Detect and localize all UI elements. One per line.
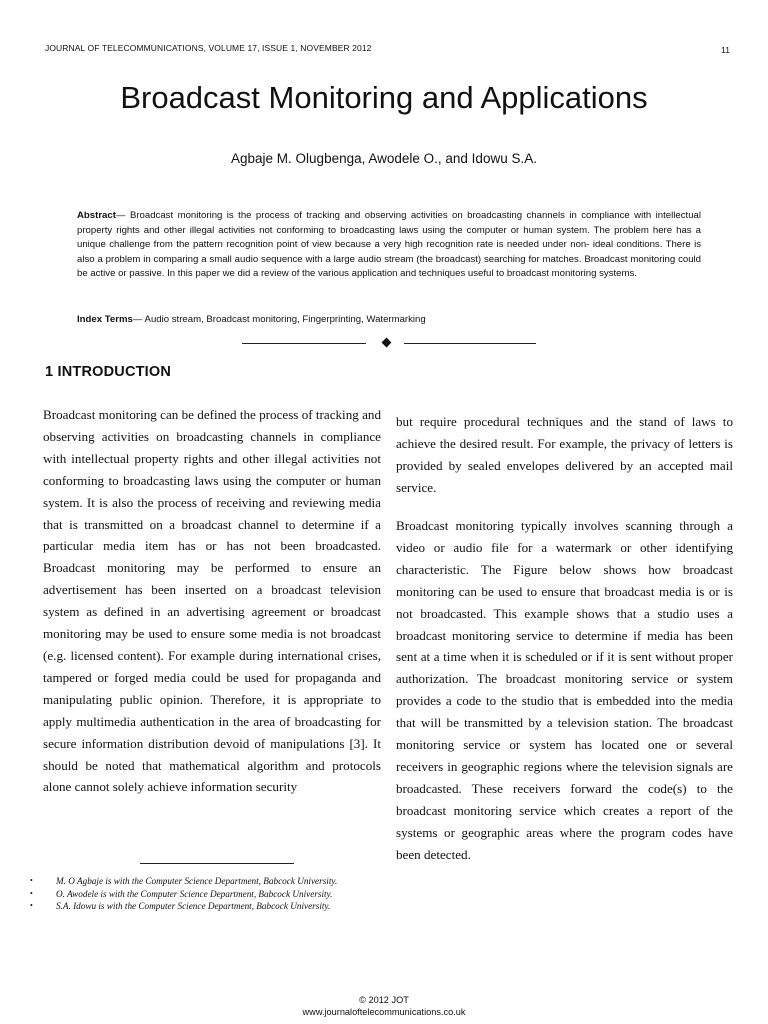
diamond-icon	[382, 338, 392, 348]
footnote-text: M. O Agbaje is with the Computer Science Department, Babcock University.	[56, 876, 338, 886]
journal-header: JOURNAL OF TELECOMMUNICATIONS, VOLUME 17, ISSUE 1, NOVEMBER 2012	[45, 43, 372, 53]
journal-url: www.journaloftelecommunications.co.uk	[302, 1007, 466, 1017]
abstract	[77, 209, 701, 282]
section-heading: 1 INTRODUCTION	[45, 364, 172, 380]
abstract-label: Abstract	[77, 210, 116, 221]
index-terms-label: Index Terms	[77, 314, 133, 325]
intro-right-paragraph-1: but require procedural techniques and the stand of laws to achieve the desired result. For example, the privacy of letters is provided by sealed envelopes delivered by an accepted mail service.	[396, 414, 733, 495]
paper-title: Broadcast Monitoring and Applications	[120, 80, 648, 115]
page-number: 11	[721, 45, 730, 55]
footnote-rule	[140, 863, 294, 864]
footnote-item	[30, 901, 400, 912]
author-list: Agbaje M. Olugbenga, Awodele O., and Idowu S.A.	[231, 151, 537, 166]
page-footer	[0, 994, 768, 1018]
separator-line-left	[242, 343, 366, 344]
intro-right-paragraph-2: Broadcast monitoring typically involves scanning through a video or audio file for a watermark or other identifying characteristic. The Figure below shows how broadcast monitoring can be used to ensure that broadcast media is or is not broadcasted. This example shows that a studio uses a broadcast monitoring service to determine if media has been sent at a time when it is scheduled or if it is sent without proper authorization. The broadcast monitoring service or system provides a code to the studio that is embedded into the media that will be transmitted by a television station. The broadcast monitoring service or system has located one or several receivers in geographic regions where the television signals are broadcasted. These receivers forward the code(s) to the broadcast monitoring service which creates a report of the systems or geographic areas where the program codes have been detected.	[396, 518, 733, 862]
index-terms-text: Audio stream, Broadcast monitoring, Fingerprinting, Watermarking	[144, 314, 426, 325]
copyright-notice: © 2012 JOT	[359, 995, 409, 1005]
footnote-text: S.A. Idowu is with the Computer Science Department, Babcock University.	[56, 901, 331, 911]
footnote-bullet: •	[30, 876, 33, 885]
abstract-dash: —	[115, 210, 130, 221]
footnotes	[30, 876, 400, 914]
footnote-item	[30, 876, 400, 887]
abstract-text: Broadcast monitoring is the process of tracking and observing activities on broadcasting channels in compliance with intellectual property rights and other illegal activities not conforming to broadcasting laws using the computer or human system. The problem here has a unique challenge from the pattern recognition point of view because a very high recognition rate is needed under non- ideal conditions. There is also a problem in comparing a small audio sequence with a large audio stream (the broadcast) searching for matches. Broadcast monitoring could be active or passive. In this paper we did a review of the various application and techniques useful to broadcast monitoring systems.	[77, 210, 702, 280]
footnote-text: O. Awodele is with the Computer Science Department, Babcock University.	[56, 888, 333, 899]
footnote-bullet: •	[30, 888, 33, 898]
intro-left-column: Broadcast monitoring can be defined the process of tracking and observing activities on broadcasting channels in compliance with intellectual property rights and other illegal activities not conforming to broadcasting laws using the computer or human system. It is also the process of receiving and reviewing media that is transmitted on a broadcast channel to determine if a particular media item has or has not been broadcasted. Broadcast monitoring may be performed to ensure an advertisement has been inserted on a broadcast television system as defined in an advertising agreement or broadcast monitoring may be used to ensure some media is not broadcast (e.g. licensed content). For example during international crises, tampered or forged media could be used for propaganda and manipulating public opinion. Therefore, it is appropriate to apply multimedia authentication in the area of broadcasting for secure information distribution devoid of manipulations [3]. It should be noted that mathematical algorithm and protocols alone cannot solely achieve information security	[43, 407, 381, 795]
index-terms	[77, 313, 701, 327]
section-separator	[242, 336, 538, 350]
separator-line-right	[404, 343, 536, 344]
footnote-bullet: •	[30, 901, 33, 910]
footnote-item	[30, 889, 400, 900]
index-terms-dash: —	[132, 314, 145, 325]
